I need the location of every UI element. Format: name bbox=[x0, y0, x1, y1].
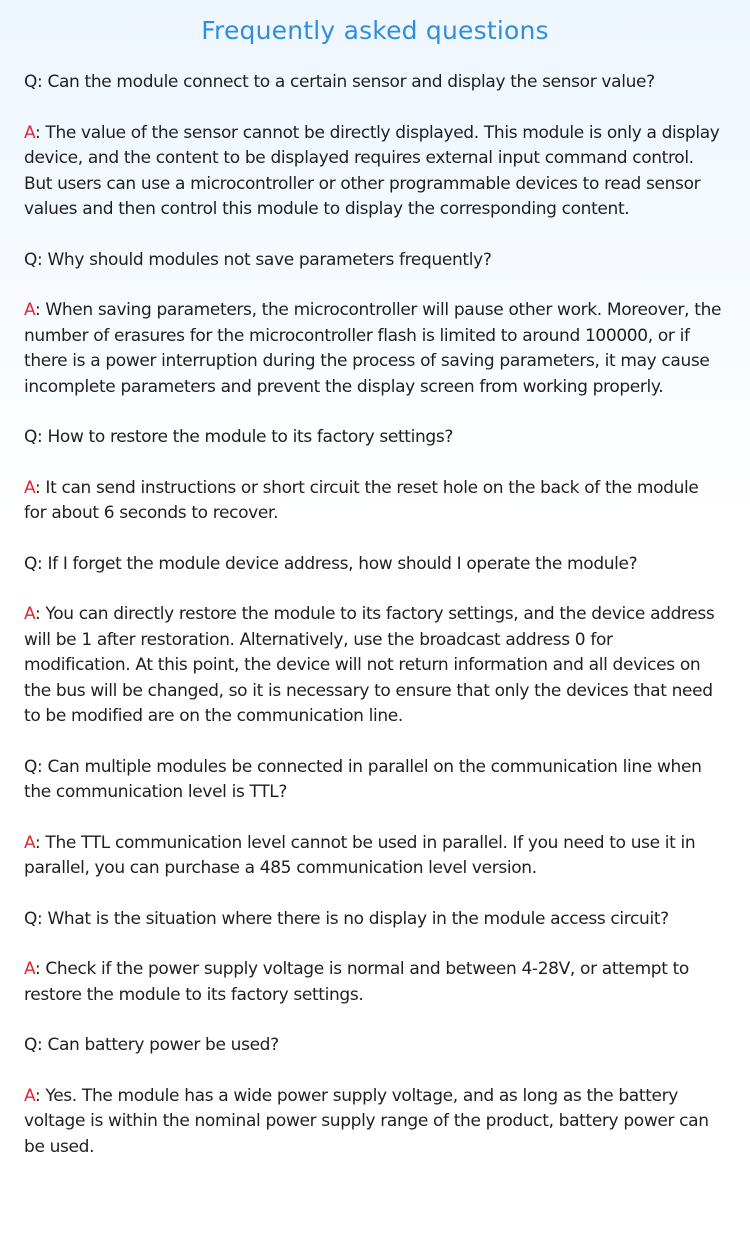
faq-item-7 bbox=[24, 1033, 724, 1160]
question-prefix-6: Q: bbox=[24, 908, 48, 929]
answer-text-5: : The TTL communication level cannot be used in parallel. If you need to use it in parallel, you can purchase a 485 communication level version. bbox=[24, 832, 696, 878]
answer-text-1: : The value of the sensor cannot be directly displayed. This module is only a display device, and the content to be displayed requires external input command control. But users can use a microcontroller or other programmable devices to read sensor values and then control this module to display the corresponding content. bbox=[24, 122, 720, 219]
faq-question-3 bbox=[24, 425, 724, 451]
faq-list bbox=[24, 70, 724, 1160]
answer-text-2: : When saving parameters, the microcontroller will pause other work. Moreover, the number of erasures for the microcontroller flash is limited to around 100000, or if there is a power interruption during the process of saving parameters, it may cause incomplete parameters and prevent the display screen from working properly. bbox=[24, 300, 722, 397]
faq-item-4 bbox=[24, 552, 724, 730]
question-prefix-2: Q: bbox=[24, 249, 48, 270]
question-prefix-4: Q: bbox=[24, 553, 48, 574]
faq-question-6 bbox=[24, 907, 724, 933]
question-prefix-1: Q: bbox=[24, 72, 48, 92]
faq-question-4 bbox=[24, 552, 724, 578]
question-prefix-5: Q: bbox=[24, 756, 48, 777]
question-prefix-3: Q: bbox=[24, 427, 48, 447]
answer-text-6: : Check if the power supply voltage is normal and between 4-28V, or attempt to restore the module to its factory settings. bbox=[24, 959, 689, 1005]
answer-prefix-4: A bbox=[24, 604, 35, 624]
faq-item-2 bbox=[24, 248, 724, 401]
question-text-4: If I forget the module device address, how should I operate the module? bbox=[47, 553, 638, 574]
faq-question-7 bbox=[24, 1033, 724, 1059]
faq-question-5 bbox=[24, 755, 724, 806]
faq-answer-6 bbox=[24, 957, 724, 1008]
faq-answer-5 bbox=[24, 831, 724, 882]
page-title: Frequently asked questions bbox=[201, 16, 549, 45]
answer-prefix-6: A bbox=[24, 959, 35, 979]
faq-answer-2 bbox=[24, 298, 724, 400]
faq-item-6 bbox=[24, 907, 724, 1009]
faq-answer-7 bbox=[24, 1084, 724, 1161]
question-text-7: Can battery power be used? bbox=[47, 1035, 279, 1055]
answer-prefix-5: A bbox=[24, 832, 35, 853]
answer-prefix-2: A bbox=[24, 300, 35, 320]
answer-prefix-3: A bbox=[24, 477, 35, 498]
question-text-2: Why should modules not save parameters frequently? bbox=[47, 249, 492, 270]
question-prefix-7: Q: bbox=[24, 1035, 48, 1055]
answer-text-3: : It can send instructions or short circuit the reset hole on the back of the module for about 6 seconds to recover. bbox=[24, 477, 699, 523]
faq-question-2 bbox=[24, 248, 724, 274]
question-text-5: Can multiple modules be connected in parallel on the communication line when the communication level is TTL? bbox=[24, 756, 702, 802]
faq-item-5 bbox=[24, 755, 724, 882]
question-text-1: Can the module connect to a certain sensor and display the sensor value? bbox=[47, 72, 655, 92]
faq-item-3 bbox=[24, 425, 724, 527]
faq-question-1 bbox=[24, 70, 724, 96]
faq-answer-4 bbox=[24, 602, 724, 730]
answer-text-4: : You can directly restore the module to its factory settings, and the device address will be 1 after restoration. Alternatively, use the broadcast address 0 for modification. At this point, the device will not return information and all devices on the bus will be changed, so it is necessary to ensure that only the devices that need to be modified are on the communication line. bbox=[24, 604, 715, 726]
question-text-3: How to restore the module to its factory settings? bbox=[47, 427, 454, 447]
answer-text-7: : Yes. The module has a wide power supply voltage, and as long as the battery voltage is within the nominal power supply range of the product, battery power can be used. bbox=[24, 1085, 709, 1157]
faq-answer-3 bbox=[24, 476, 724, 527]
answer-prefix-1: A bbox=[24, 122, 35, 143]
faq-answer-1 bbox=[24, 121, 724, 223]
question-text-6: What is the situation where there is no display in the module access circuit? bbox=[47, 908, 669, 929]
answer-prefix-7: A bbox=[24, 1085, 35, 1106]
faq-item-1 bbox=[24, 70, 724, 223]
